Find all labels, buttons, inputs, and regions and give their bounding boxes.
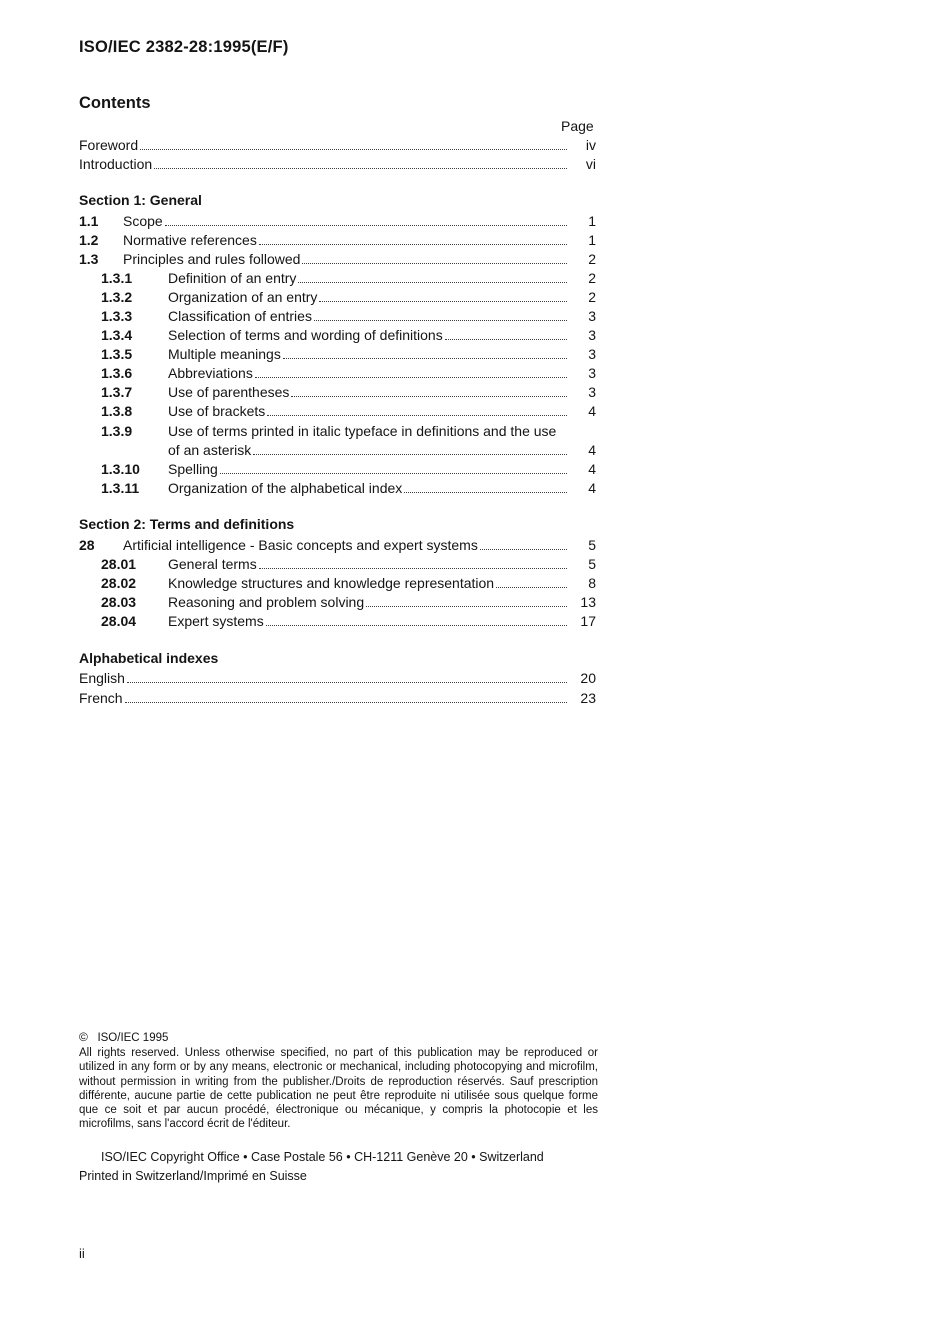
toc-entry-1-1[interactable] bbox=[79, 212, 596, 231]
toc-entry-introduction[interactable] bbox=[79, 155, 596, 174]
dot-leader bbox=[140, 149, 567, 150]
toc-entry-1-3-4[interactable] bbox=[79, 326, 596, 345]
toc-entry-text: Organization of the alphabetical index bbox=[168, 480, 403, 496]
toc-entry-1-3-3[interactable] bbox=[79, 307, 596, 326]
toc-entry-1-2[interactable] bbox=[79, 231, 596, 250]
toc-entry-1-3-1[interactable] bbox=[79, 269, 596, 288]
copyright-office-address: ISO/IEC Copyright Office • Case Postale 56 • CH-1211 Genève 20 • Switzerland bbox=[101, 1150, 544, 1164]
toc-entry-text: Use of parentheses bbox=[168, 384, 290, 400]
toc-entry-number: 1.3.8 bbox=[101, 403, 133, 419]
dot-leader bbox=[220, 473, 567, 474]
toc-entry-text: Reasoning and problem solving bbox=[168, 594, 365, 610]
toc-page-number: 2 bbox=[588, 251, 596, 267]
copyright-line bbox=[79, 1030, 598, 1045]
copyright-holder: ISO/IEC 1995 bbox=[97, 1032, 169, 1044]
dot-leader bbox=[366, 606, 567, 607]
dot-leader bbox=[259, 244, 567, 245]
toc-entry-text: Spelling bbox=[168, 461, 218, 477]
toc-page-number: 3 bbox=[588, 308, 596, 324]
toc-entry-number: 1.3.7 bbox=[101, 384, 133, 400]
toc-entry-1-3-10[interactable] bbox=[79, 460, 596, 479]
toc-entry-number: 28.02 bbox=[101, 575, 137, 591]
toc-entry-1-3-5[interactable] bbox=[79, 345, 596, 364]
dot-leader bbox=[319, 301, 567, 302]
toc-entry-1-3-9[interactable] bbox=[79, 422, 596, 441]
toc-page-number: 4 bbox=[588, 480, 596, 496]
toc-entry-28-02[interactable] bbox=[79, 574, 596, 593]
toc-entry-text: Use of brackets bbox=[168, 403, 266, 419]
toc-entry-number: 1.1 bbox=[79, 213, 99, 229]
toc-page-number: 2 bbox=[588, 289, 596, 305]
toc-entry-text: French bbox=[79, 690, 123, 706]
dot-leader bbox=[283, 358, 567, 359]
toc-entry-english-index[interactable] bbox=[79, 669, 596, 688]
toc-entry-number: 1.3.5 bbox=[101, 346, 133, 362]
toc-page-number: 4 bbox=[588, 403, 596, 419]
section-1-title: Section 1: General bbox=[79, 192, 202, 208]
dot-leader bbox=[255, 377, 567, 378]
toc-page-number: 4 bbox=[588, 442, 596, 458]
toc-entry-number: 1.3.3 bbox=[101, 308, 133, 324]
toc-page-number: 3 bbox=[588, 365, 596, 381]
page-number: ii bbox=[79, 1246, 85, 1261]
contents-heading: Contents bbox=[79, 94, 151, 112]
dot-leader bbox=[267, 415, 567, 416]
copyright-notice bbox=[79, 1030, 598, 1131]
toc-page-number: 23 bbox=[580, 690, 596, 706]
dot-leader bbox=[404, 492, 567, 493]
page-column-label: Page bbox=[561, 118, 594, 134]
toc-entry-28[interactable] bbox=[79, 536, 596, 555]
toc-entry-number: 1.3.1 bbox=[101, 270, 133, 286]
toc-page-number: 2 bbox=[588, 270, 596, 286]
toc-page-number: 4 bbox=[588, 461, 596, 477]
toc-entry-number: 1.3.11 bbox=[101, 480, 140, 496]
toc-entry-number: 1.3.4 bbox=[101, 327, 133, 343]
toc-entry-text: English bbox=[79, 670, 125, 686]
toc-entry-text: Foreword bbox=[79, 137, 139, 153]
dot-leader bbox=[445, 339, 567, 340]
toc-entry-text: Introduction bbox=[79, 156, 153, 172]
toc-entry-28-03[interactable] bbox=[79, 593, 596, 612]
toc-entry-foreword[interactable] bbox=[79, 136, 596, 155]
toc-page-number: 1 bbox=[588, 232, 596, 248]
toc-entry-number: 28.03 bbox=[101, 594, 137, 610]
toc-entry-text: Multiple meanings bbox=[168, 346, 281, 362]
toc-page-number: vi bbox=[585, 156, 596, 172]
dot-leader bbox=[259, 568, 567, 569]
toc-page-number: 3 bbox=[588, 346, 596, 362]
toc-page-number: 1 bbox=[588, 213, 596, 229]
toc-entry-number: 1.3.10 bbox=[101, 461, 140, 477]
toc-page-number: 3 bbox=[588, 327, 596, 343]
dot-leader bbox=[480, 549, 567, 550]
copyright-symbol: © bbox=[79, 1030, 88, 1044]
toc-entry-number: 1.3.2 bbox=[101, 289, 133, 305]
toc-page-number: 5 bbox=[588, 556, 596, 572]
document-id: ISO/IEC 2382-28:1995(E/F) bbox=[79, 38, 289, 56]
printed-in: Printed in Switzerland/Imprimé en Suisse bbox=[79, 1169, 307, 1183]
toc-page-number: 17 bbox=[580, 613, 596, 629]
dot-leader bbox=[496, 587, 567, 588]
toc-page-number: 8 bbox=[588, 575, 596, 591]
toc-entry-french-index[interactable] bbox=[79, 689, 596, 708]
dot-leader bbox=[127, 682, 567, 683]
toc-entry-1-3-6[interactable] bbox=[79, 364, 596, 383]
toc-entry-1-3[interactable] bbox=[79, 250, 596, 269]
dot-leader bbox=[291, 396, 567, 397]
toc-page-number: 13 bbox=[580, 594, 596, 610]
toc-entry-text: Selection of terms and wording of definitions bbox=[168, 327, 443, 343]
toc-entry-28-01[interactable] bbox=[79, 555, 596, 574]
section-2-title: Section 2: Terms and definitions bbox=[79, 516, 295, 532]
toc-entry-1-3-11[interactable] bbox=[79, 479, 596, 498]
toc-entry-number: 1.2 bbox=[79, 232, 99, 248]
toc-entry-text: Abbreviations bbox=[168, 365, 253, 381]
dot-leader bbox=[314, 320, 567, 321]
toc-entry-number: 1.3 bbox=[79, 251, 99, 267]
dot-leader bbox=[302, 263, 567, 264]
toc-entry-text: Organization of an entry bbox=[168, 289, 318, 305]
toc-page-number: 5 bbox=[588, 537, 596, 553]
toc-entry-text: Normative references bbox=[123, 232, 257, 248]
toc-entry-text: Artificial intelligence - Basic concepts and expert systems bbox=[123, 537, 478, 553]
toc-entry-text: Definition of an entry bbox=[168, 270, 297, 286]
toc-entry-text: Use of terms printed in italic typeface in definitions and the use bbox=[168, 423, 557, 439]
dot-leader bbox=[165, 225, 567, 226]
toc-entry-text: Scope bbox=[123, 213, 163, 229]
toc-entry-number: 28 bbox=[79, 537, 95, 553]
dot-leader bbox=[266, 625, 567, 626]
toc-entry-number: 1.3.9 bbox=[101, 423, 133, 439]
rights-statement: All rights reserved. Unless otherwise specified, no part of this publication may be reproduced or utilized in any form or by any means, electronic or mechanical, including photocopying and microfilm, without permission in writing from the publisher./Droits de reproduction réservés. Sauf prescription différente, aucune partie de cette publication ne peut être reproduite ni utilisée sous quelque forme que ce soit et par aucun procédé, électronique ou mécanique, y compris la photocopie et les microfilms, sans l'accord écrit de l'éditeur. bbox=[79, 1047, 598, 1131]
toc-entry-text: Classification of entries bbox=[168, 308, 312, 324]
toc-entry-1-3-2[interactable] bbox=[79, 288, 596, 307]
toc-entry-text: of an asterisk bbox=[168, 442, 252, 458]
toc-page-number: iv bbox=[585, 137, 596, 153]
toc-entry-1-3-9-continued[interactable] bbox=[79, 441, 596, 460]
dot-leader bbox=[298, 282, 567, 283]
toc-entry-1-3-8[interactable] bbox=[79, 402, 596, 421]
toc-entry-number: 1.3.6 bbox=[101, 365, 133, 381]
dot-leader bbox=[125, 702, 567, 703]
toc-entry-1-3-7[interactable] bbox=[79, 383, 596, 402]
toc-entry-text: General terms bbox=[168, 556, 257, 572]
toc-entry-text: Expert systems bbox=[168, 613, 264, 629]
toc-page-number: 3 bbox=[588, 384, 596, 400]
toc-entry-number: 28.01 bbox=[101, 556, 137, 572]
toc-entry-text: Principles and rules followed bbox=[123, 251, 301, 267]
toc-entry-number: 28.04 bbox=[101, 613, 137, 629]
dot-leader bbox=[253, 454, 567, 455]
toc-page-number: 20 bbox=[580, 670, 596, 686]
indexes-title: Alphabetical indexes bbox=[79, 650, 219, 666]
toc-entry-28-04[interactable] bbox=[79, 612, 596, 631]
toc-entry-text: Knowledge structures and knowledge representation bbox=[168, 575, 495, 591]
dot-leader bbox=[154, 168, 567, 169]
